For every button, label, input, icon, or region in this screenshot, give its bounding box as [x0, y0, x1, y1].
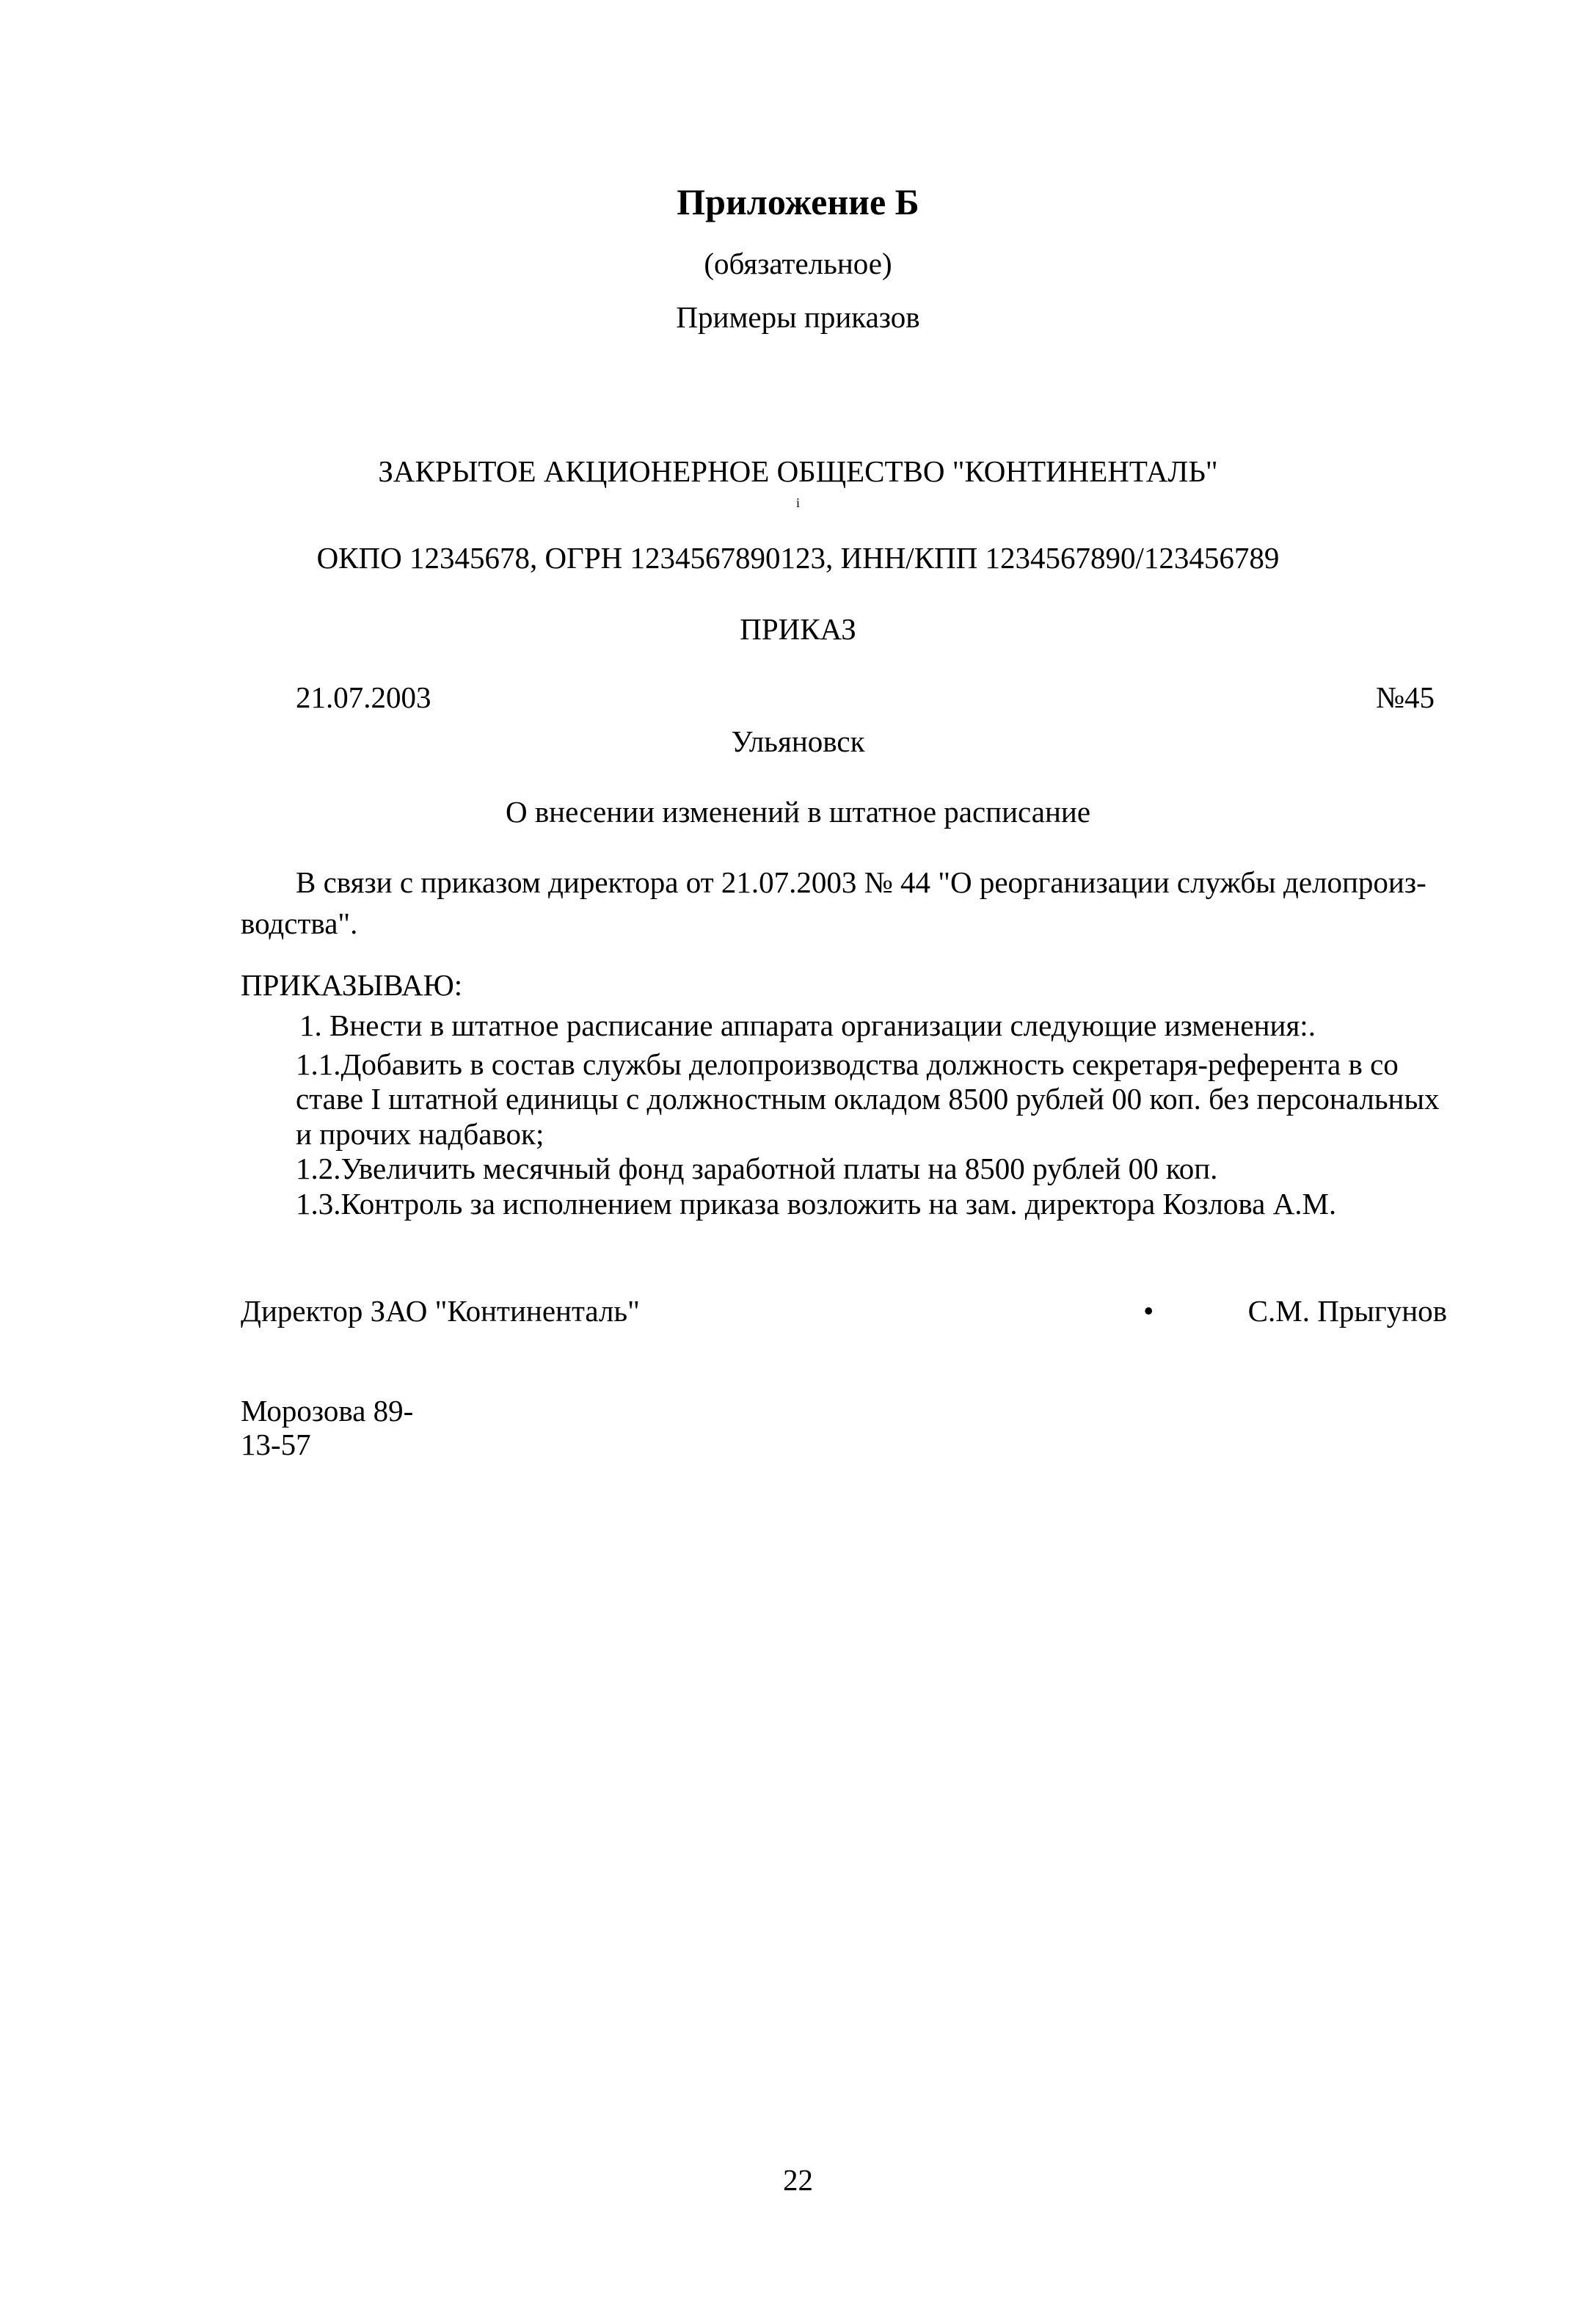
order-item-1-3: 1.3.Контроль за исполнением приказа возложить на зам. директора Козлова А.М.: [296, 1187, 1337, 1221]
appendix-subtitle: (обязательное): [704, 247, 892, 280]
order-city: Ульяновск: [731, 724, 865, 758]
page-number: 22: [783, 2163, 813, 2197]
order-type: ПРИКАЗ: [740, 612, 856, 646]
order-date: 21.07.2003: [296, 680, 431, 714]
appendix-title: Приложение Б: [677, 181, 919, 222]
order-command: ПРИКАЗЫВАЮ:: [241, 968, 463, 1002]
executor-line-2: 13-57: [241, 1428, 311, 1461]
order-item-1-1-line-2: ставе I штатной единицы с должностным окладом 8500 рублей 00 коп. без персональных: [296, 1082, 1440, 1116]
signature-name: С.М. Прыгунов: [1247, 1294, 1447, 1328]
order-number: №45: [1375, 680, 1435, 714]
order-item-1-1-line-3: и прочих надбавок;: [296, 1117, 544, 1151]
order-preamble-line-2: водства".: [241, 906, 358, 940]
appendix-caption: Примеры приказов: [676, 300, 920, 334]
order-preamble-line-1: В связи с приказом директора от 21.07.2003 № 44 "О реорганизации службы делопроиз-: [296, 865, 1426, 899]
order-item-1-2: 1.2.Увеличить месячный фонд заработной платы на 8500 рублей 00 коп.: [296, 1152, 1218, 1185]
signature-bullet: •: [1143, 1294, 1154, 1328]
order-item-1-1-line-1: 1.1.Добавить в состав службы делопроизводства должность секретаря-референта в со: [296, 1047, 1399, 1081]
signature-position: Директор ЗАО "Континенталь": [241, 1294, 640, 1328]
executor-line-1: Морозова 89-: [241, 1394, 414, 1428]
order-subject: О внесении изменений в штатное расписание: [505, 795, 1091, 829]
organization-name: ЗАКРЫТОЕ АКЦИОНЕРНОЕ ОБЩЕСТВО "КОНТИНЕНТАЛЬ": [378, 454, 1218, 488]
order-item-1: 1. Внести в штатное расписание аппарата организации следующие изменения:.: [299, 1008, 1316, 1042]
organization-codes: ОКПО 12345678, ОГРН 1234567890123, ИНН/КПП 1234567890/123456789: [316, 541, 1280, 575]
organization-mark: i: [795, 495, 800, 510]
